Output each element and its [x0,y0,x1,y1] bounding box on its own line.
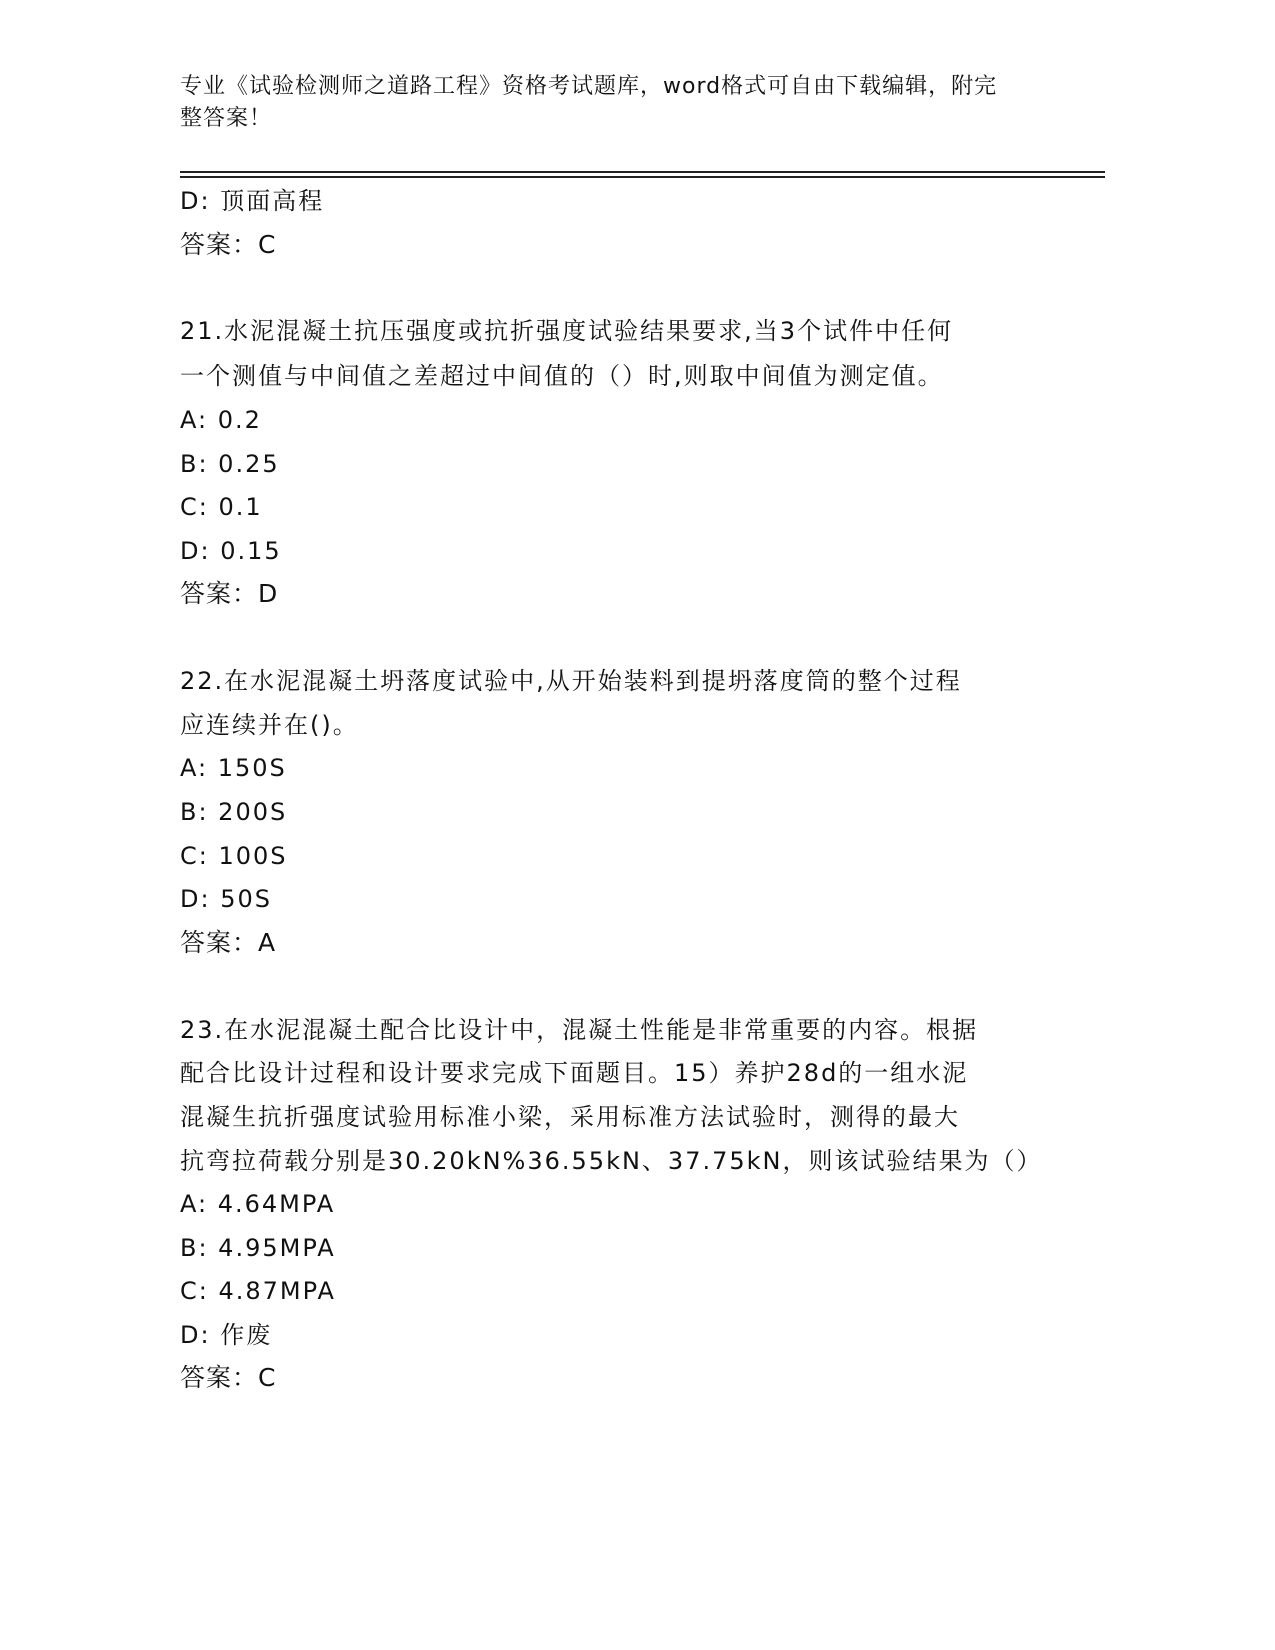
q23-option-a: A: 4.64MPA [180,1190,336,1218]
q22-option-b: B: 200S [180,798,288,826]
q23-answer: 答案：C [180,1363,277,1392]
q23-text-line-4: 抗弯拉荷载分别是30.20kN%36.55kN、37.75kN，则该试验结果为（） [180,1147,1043,1175]
q23-text-line-1: 23.在水泥混凝土配合比设计中，混凝土性能是非常重要的内容。根据 [180,1016,979,1044]
q22-option-c: C: 100S [180,842,288,870]
prev-option-d: D: 顶面高程 [180,187,325,215]
header-text-line-2: 整答案！ [180,106,273,131]
q23-text-line-3: 混凝生抗折强度试验用标准小梁，采用标准方法试验时，测得的最大 [180,1103,960,1131]
q21-text-line-1: 21.水泥混凝土抗压强度或抗折强度试验结果要求,当3个试件中任何 [180,317,954,345]
q21-option-d: D: 0.15 [180,537,282,565]
q21-option-c: C: 0.1 [180,493,263,521]
q22-text-line-2: 应连续并在()。 [180,711,359,739]
header-divider-top [180,171,1105,173]
q21-option-b: B: 0.25 [180,450,280,478]
q23-option-b: B: 4.95MPA [180,1234,336,1262]
q21-answer: 答案：D [180,579,279,608]
q22-option-d: D: 50S [180,885,272,913]
q23-option-d: D: 作废 [180,1321,273,1349]
prev-answer: 答案：C [180,230,277,259]
q21-text-line-2: 一个测值与中间值之差超过中间值的（）时,则取中间值为测定值。 [180,362,944,390]
q22-answer: 答案：A [180,928,277,957]
header-text-line-1: 专业《试验检测师之道路工程》资格考试题库，word格式可自由下载编辑，附完 [180,74,998,99]
q22-text-line-1: 22.在水泥混凝土坍落度试验中,从开始装料到提坍落度筒的整个过程 [180,667,962,695]
q23-text-line-2: 配合比设计过程和设计要求完成下面题目。15）养护28d的一组水泥 [180,1059,969,1087]
header-divider-bottom [180,176,1105,178]
q23-option-c: C: 4.87MPA [180,1277,336,1305]
q21-option-a: A: 0.2 [180,406,262,434]
q22-option-a: A: 150S [180,754,287,782]
